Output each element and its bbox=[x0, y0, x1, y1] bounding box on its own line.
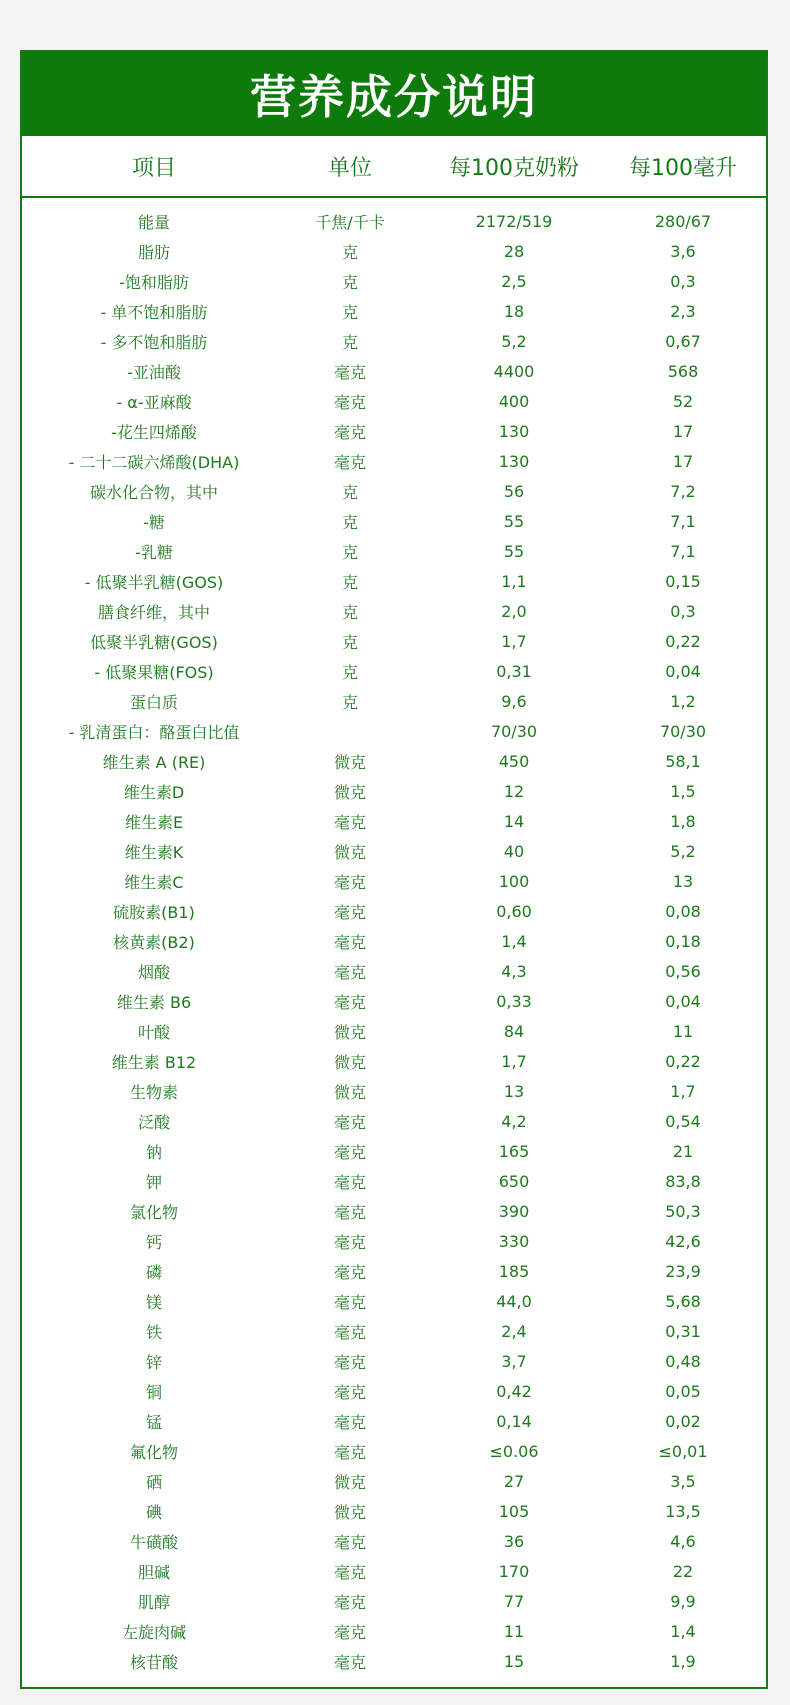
row-per-100g: 5,2 bbox=[501, 331, 527, 351]
row-per-100g: 2,0 bbox=[501, 601, 527, 621]
row-per-100ml: 0,3 bbox=[670, 271, 696, 291]
row-item: - α-亚麻酸 bbox=[116, 392, 192, 412]
row-per-100ml: 0,31 bbox=[665, 1321, 701, 1341]
row-item: 维生素 B12 bbox=[111, 1052, 197, 1072]
row-item: 维生素D bbox=[123, 782, 185, 802]
row-per-100g: 330 bbox=[498, 1231, 530, 1251]
table-row bbox=[22, 1076, 766, 1106]
row-per-100ml: 0,05 bbox=[665, 1381, 701, 1401]
row-per-100g: 2,4 bbox=[501, 1321, 527, 1341]
row-item: -乳糖 bbox=[135, 542, 173, 562]
row-per-100ml: 0,67 bbox=[665, 331, 701, 351]
row-per-100ml: 2,3 bbox=[670, 301, 696, 321]
row-per-100ml: 50,3 bbox=[665, 1201, 701, 1221]
row-item: 铜 bbox=[145, 1382, 162, 1402]
row-per-100ml: 17 bbox=[672, 421, 694, 441]
row-unit: 克 bbox=[341, 692, 358, 712]
row-unit: 克 bbox=[341, 302, 358, 322]
row-per-100g: 28 bbox=[503, 241, 525, 261]
table-row bbox=[22, 836, 766, 866]
row-per-100ml: 58,1 bbox=[665, 751, 701, 771]
table-row bbox=[22, 806, 766, 836]
row-unit: 克 bbox=[341, 482, 358, 502]
row-per-100ml: 280/67 bbox=[654, 211, 712, 231]
table-row bbox=[22, 1346, 766, 1376]
row-item: - 单不饱和脂肪 bbox=[100, 302, 208, 322]
row-item: 叶酸 bbox=[137, 1022, 170, 1042]
row-item: 硒 bbox=[145, 1472, 162, 1492]
row-per-100ml: 5,2 bbox=[670, 841, 696, 861]
row-per-100ml: 83,8 bbox=[665, 1171, 701, 1191]
row-per-100ml: 0,08 bbox=[665, 901, 701, 921]
table-row bbox=[22, 1136, 766, 1166]
row-per-100g: 44,0 bbox=[496, 1291, 532, 1311]
row-per-100ml: 0,54 bbox=[665, 1111, 701, 1131]
row-unit: 微克 bbox=[333, 842, 366, 862]
table-row bbox=[22, 596, 766, 626]
table-row bbox=[22, 1526, 766, 1556]
row-item: -亚油酸 bbox=[127, 362, 181, 382]
row-item: 钙 bbox=[145, 1232, 162, 1252]
row-per-100ml: 1,2 bbox=[670, 691, 696, 711]
row-per-100g: 1,7 bbox=[501, 631, 527, 651]
row-per-100g: 56 bbox=[503, 481, 525, 501]
row-per-100g: 3,7 bbox=[501, 1351, 527, 1371]
table-row bbox=[22, 356, 766, 386]
row-per-100g: 12 bbox=[503, 781, 525, 801]
row-per-100ml: 1,8 bbox=[670, 811, 696, 831]
table-row bbox=[22, 446, 766, 476]
row-per-100g: 55 bbox=[503, 511, 525, 531]
row-unit: 毫克 bbox=[333, 392, 366, 412]
row-per-100g: 84 bbox=[503, 1021, 525, 1041]
row-per-100g: 2172/519 bbox=[475, 211, 553, 231]
table-row bbox=[22, 986, 766, 1016]
table-row bbox=[22, 626, 766, 656]
row-per-100g: 55 bbox=[503, 541, 525, 561]
row-per-100ml: 0,02 bbox=[665, 1411, 701, 1431]
table-row bbox=[22, 1586, 766, 1616]
table-row bbox=[22, 1226, 766, 1256]
row-per-100ml: 42,6 bbox=[665, 1231, 701, 1251]
table-row bbox=[22, 386, 766, 416]
table-row bbox=[22, 506, 766, 536]
row-unit: 毫克 bbox=[333, 1232, 366, 1252]
row-item: 能量 bbox=[137, 212, 170, 232]
row-unit: 毫克 bbox=[333, 992, 366, 1012]
row-unit: 毫克 bbox=[333, 1442, 366, 1462]
row-unit: 毫克 bbox=[333, 1562, 366, 1582]
table-row bbox=[22, 956, 766, 986]
row-per-100ml: 0,56 bbox=[665, 961, 701, 981]
row-per-100ml: 1,9 bbox=[670, 1651, 696, 1671]
row-unit: 毫克 bbox=[333, 452, 366, 472]
row-item: 肌醇 bbox=[137, 1592, 170, 1612]
table-row bbox=[22, 1646, 766, 1676]
table-row bbox=[22, 476, 766, 506]
row-item: 烟酸 bbox=[137, 962, 170, 982]
table-row bbox=[22, 1256, 766, 1286]
row-item: 硫胺素(B1) bbox=[113, 902, 195, 922]
row-per-100g: 9,6 bbox=[501, 691, 527, 711]
row-per-100ml: 0,3 bbox=[670, 601, 696, 621]
row-per-100ml: 0,04 bbox=[665, 991, 701, 1011]
row-per-100g: 650 bbox=[498, 1171, 530, 1191]
table-row bbox=[22, 1016, 766, 1046]
row-unit: 毫克 bbox=[333, 422, 366, 442]
row-per-100ml: 0,18 bbox=[665, 931, 701, 951]
table-row bbox=[22, 866, 766, 896]
row-item: 氟化物 bbox=[129, 1442, 178, 1462]
row-unit: 毫克 bbox=[333, 1592, 366, 1612]
row-unit: 毫克 bbox=[333, 1652, 366, 1672]
row-unit: 克 bbox=[341, 632, 358, 652]
row-per-100g: 70/30 bbox=[490, 721, 538, 741]
table-row bbox=[22, 1376, 766, 1406]
row-item: 胆碱 bbox=[137, 1562, 170, 1582]
table-row bbox=[22, 416, 766, 446]
table-body bbox=[22, 198, 766, 1676]
row-per-100g: 13 bbox=[503, 1081, 525, 1101]
row-unit: 毫克 bbox=[333, 1172, 366, 1192]
row-unit: 克 bbox=[341, 242, 358, 262]
row-per-100ml: 4,6 bbox=[670, 1531, 696, 1551]
row-per-100g: 27 bbox=[503, 1471, 525, 1491]
row-per-100g: 165 bbox=[498, 1141, 530, 1161]
row-unit: 克 bbox=[341, 572, 358, 592]
row-unit: 微克 bbox=[333, 1052, 366, 1072]
row-unit: 毫克 bbox=[333, 1202, 366, 1222]
row-per-100g: 130 bbox=[498, 421, 530, 441]
table-row bbox=[22, 566, 766, 596]
row-unit: 微克 bbox=[333, 782, 366, 802]
title-bar bbox=[22, 52, 766, 136]
table-row bbox=[22, 1166, 766, 1196]
row-per-100ml: 21 bbox=[672, 1141, 694, 1161]
row-per-100g: 15 bbox=[503, 1651, 525, 1671]
row-unit: 毫克 bbox=[333, 812, 366, 832]
row-unit: 毫克 bbox=[333, 1352, 366, 1372]
row-per-100ml: 3,5 bbox=[670, 1471, 696, 1491]
row-item: 脂肪 bbox=[137, 242, 170, 262]
row-unit: 微克 bbox=[333, 1082, 366, 1102]
row-unit: 克 bbox=[341, 662, 358, 682]
table-row bbox=[22, 776, 766, 806]
row-per-100g: ≤0.06 bbox=[489, 1441, 539, 1461]
row-unit: 克 bbox=[341, 542, 358, 562]
row-per-100ml: ≤0,01 bbox=[658, 1441, 708, 1461]
row-item: 锌 bbox=[145, 1352, 162, 1372]
row-unit: 毫克 bbox=[333, 872, 366, 892]
page-title: 营养成分说明 bbox=[250, 70, 538, 124]
row-per-100ml: 568 bbox=[667, 361, 699, 381]
row-per-100ml: 3,6 bbox=[670, 241, 696, 261]
row-unit: 克 bbox=[341, 512, 358, 532]
row-per-100g: 0,33 bbox=[496, 991, 532, 1011]
row-per-100g: 100 bbox=[498, 871, 530, 891]
table-row bbox=[22, 896, 766, 926]
row-per-100g: 105 bbox=[498, 1501, 530, 1521]
row-per-100g: 2,5 bbox=[501, 271, 527, 291]
row-unit: 毫克 bbox=[333, 1292, 366, 1312]
row-per-100ml: 0,22 bbox=[665, 1051, 701, 1071]
row-per-100ml: 9,9 bbox=[670, 1591, 696, 1611]
row-per-100ml: 7,2 bbox=[670, 481, 696, 501]
row-per-100g: 450 bbox=[498, 751, 530, 771]
row-per-100ml: 13,5 bbox=[665, 1501, 701, 1521]
row-item: - 乳清蛋白：酪蛋白比值 bbox=[68, 722, 240, 742]
row-unit: 毫克 bbox=[333, 1112, 366, 1132]
table-row bbox=[22, 1196, 766, 1226]
row-unit: 克 bbox=[341, 602, 358, 622]
table-row bbox=[22, 656, 766, 686]
table-row bbox=[22, 206, 766, 236]
row-per-100g: 185 bbox=[498, 1261, 530, 1281]
table-row bbox=[22, 266, 766, 296]
row-per-100ml: 7,1 bbox=[670, 541, 696, 561]
row-per-100ml: 0,22 bbox=[665, 631, 701, 651]
table-row bbox=[22, 536, 766, 566]
row-per-100ml: 11 bbox=[672, 1021, 694, 1041]
table-row bbox=[22, 686, 766, 716]
table-row bbox=[22, 1436, 766, 1466]
row-per-100ml: 0,48 bbox=[665, 1351, 701, 1371]
table-row bbox=[22, 1466, 766, 1496]
header-per-100g-powder: 每100克奶粉 bbox=[449, 155, 579, 181]
header-item: 项目 bbox=[131, 155, 176, 181]
row-item: 镁 bbox=[145, 1292, 162, 1312]
row-unit: 毫克 bbox=[333, 902, 366, 922]
nutrition-panel bbox=[20, 50, 768, 1689]
table-row bbox=[22, 326, 766, 356]
table-row bbox=[22, 1496, 766, 1526]
row-per-100g: 14 bbox=[503, 811, 525, 831]
row-item: 铁 bbox=[145, 1322, 162, 1342]
row-unit: 微克 bbox=[333, 1472, 366, 1492]
row-item: 维生素K bbox=[124, 842, 184, 862]
row-item: -花生四烯酸 bbox=[111, 422, 197, 442]
row-per-100ml: 5,68 bbox=[665, 1291, 701, 1311]
row-item: - 二十二碳六烯酸(DHA) bbox=[68, 452, 240, 472]
row-per-100ml: 23,9 bbox=[665, 1261, 701, 1281]
row-item: 左旋肉碱 bbox=[121, 1622, 186, 1642]
row-item: 泛酸 bbox=[137, 1112, 170, 1132]
row-item: 氯化物 bbox=[129, 1202, 178, 1222]
row-item: 维生素 A (RE) bbox=[102, 752, 206, 772]
row-per-100g: 0,14 bbox=[496, 1411, 532, 1431]
row-unit: 毫克 bbox=[333, 1262, 366, 1282]
row-per-100ml: 1,7 bbox=[670, 1081, 696, 1101]
header-per-100ml: 每100毫升 bbox=[629, 155, 737, 181]
row-per-100g: 0,60 bbox=[496, 901, 532, 921]
row-per-100g: 400 bbox=[498, 391, 530, 411]
row-per-100g: 390 bbox=[498, 1201, 530, 1221]
row-per-100ml: 1,5 bbox=[670, 781, 696, 801]
row-per-100g: 1,1 bbox=[501, 571, 527, 591]
table-row bbox=[22, 1556, 766, 1586]
row-per-100ml: 22 bbox=[672, 1561, 694, 1581]
header-unit: 单位 bbox=[327, 155, 372, 181]
row-per-100g: 0,42 bbox=[496, 1381, 532, 1401]
row-item: -饱和脂肪 bbox=[119, 272, 189, 292]
table-row bbox=[22, 1316, 766, 1346]
table-row bbox=[22, 236, 766, 266]
row-per-100g: 11 bbox=[503, 1621, 525, 1641]
table-row bbox=[22, 926, 766, 956]
row-per-100ml: 13 bbox=[672, 871, 694, 891]
row-unit: 微克 bbox=[333, 752, 366, 772]
row-item: 核苷酸 bbox=[129, 1652, 178, 1672]
row-per-100g: 77 bbox=[503, 1591, 525, 1611]
row-per-100ml: 52 bbox=[672, 391, 694, 411]
row-unit: 毫克 bbox=[333, 1532, 366, 1552]
row-per-100ml: 0,04 bbox=[665, 661, 701, 681]
row-per-100ml: 0,15 bbox=[665, 571, 701, 591]
row-per-100g: 0,31 bbox=[496, 661, 532, 681]
row-per-100g: 18 bbox=[503, 301, 525, 321]
table-row bbox=[22, 1406, 766, 1436]
row-item: 维生素 B6 bbox=[116, 992, 192, 1012]
row-per-100ml: 7,1 bbox=[670, 511, 696, 531]
row-item: 低聚半乳糖(GOS) bbox=[90, 632, 218, 652]
table-row bbox=[22, 1616, 766, 1646]
row-item: 磷 bbox=[145, 1262, 162, 1282]
row-unit: 克 bbox=[341, 272, 358, 292]
row-per-100ml: 17 bbox=[672, 451, 694, 471]
table-row bbox=[22, 746, 766, 776]
row-per-100g: 130 bbox=[498, 451, 530, 471]
row-item: - 低聚半乳糖(GOS) bbox=[84, 572, 224, 592]
row-per-100ml: 70/30 bbox=[659, 721, 707, 741]
row-per-100ml: 1,4 bbox=[670, 1621, 696, 1641]
row-unit: 毫克 bbox=[333, 962, 366, 982]
row-per-100g: 4400 bbox=[493, 361, 535, 381]
row-per-100g: 40 bbox=[503, 841, 525, 861]
row-item: 生物素 bbox=[129, 1082, 178, 1102]
row-unit: 毫克 bbox=[333, 1142, 366, 1162]
row-unit: 微克 bbox=[333, 1502, 366, 1522]
row-item: 碳水化合物，其中 bbox=[89, 482, 218, 502]
row-per-100g: 36 bbox=[503, 1531, 525, 1551]
row-unit: 毫克 bbox=[333, 1412, 366, 1432]
table-row bbox=[22, 1286, 766, 1316]
table-row bbox=[22, 1046, 766, 1076]
table-row bbox=[22, 1106, 766, 1136]
row-item: 锰 bbox=[145, 1412, 162, 1432]
row-item: 膳食纤维，其中 bbox=[97, 602, 210, 622]
row-per-100g: 170 bbox=[498, 1561, 530, 1581]
row-item: 维生素C bbox=[124, 872, 184, 892]
row-item: - 多不饱和脂肪 bbox=[100, 332, 208, 352]
row-unit: 毫克 bbox=[333, 1382, 366, 1402]
row-item: 钾 bbox=[145, 1172, 162, 1192]
row-per-100g: 4,3 bbox=[501, 961, 527, 981]
row-per-100g: 4,2 bbox=[501, 1111, 527, 1131]
row-unit: 毫克 bbox=[333, 932, 366, 952]
row-item: 蛋白质 bbox=[129, 692, 178, 712]
row-unit: 微克 bbox=[333, 1022, 366, 1042]
row-per-100g: 1,4 bbox=[501, 931, 527, 951]
row-item: 核黄素(B2) bbox=[113, 932, 195, 952]
row-item: - 低聚果糖(FOS) bbox=[94, 662, 214, 682]
row-item: 维生素E bbox=[124, 812, 184, 832]
table-row bbox=[22, 716, 766, 746]
row-item: -糖 bbox=[143, 512, 165, 532]
table-row bbox=[22, 296, 766, 326]
row-item: 牛磺酸 bbox=[129, 1532, 178, 1552]
row-unit: 毫克 bbox=[333, 362, 366, 382]
row-item: 碘 bbox=[145, 1502, 162, 1522]
row-item: 钠 bbox=[145, 1142, 162, 1162]
row-unit: 克 bbox=[341, 332, 358, 352]
row-unit: 毫克 bbox=[333, 1622, 366, 1642]
row-unit: 千焦/千卡 bbox=[315, 212, 385, 232]
row-per-100g: 1,7 bbox=[501, 1051, 527, 1071]
table-header bbox=[22, 136, 766, 198]
row-unit: 毫克 bbox=[333, 1322, 366, 1342]
